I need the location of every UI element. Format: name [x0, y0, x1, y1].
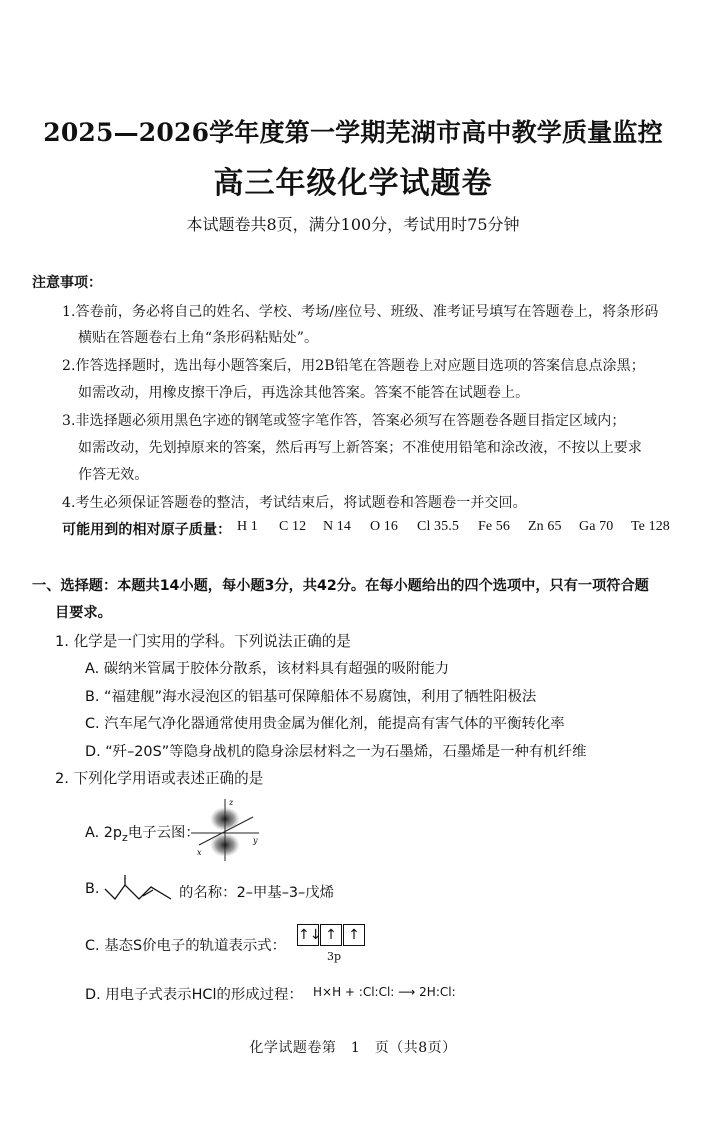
notice-line: 2.作答选择题时，选出每小题答案后，用2B铅笔在答题卷上对应题目选项的答案信息点涂黑； — [62, 358, 645, 374]
atomic-mass-value: O 16 — [370, 519, 399, 534]
notice-line: 作答无效。 — [78, 467, 149, 483]
atomic-mass-value: Te 128 — [631, 519, 670, 534]
atomic-mass-value: Ga 70 — [579, 519, 614, 534]
notice-line: 如需改动，用橡皮擦干净后，再选涂其他答案。答案不能答在试题卷上。 — [78, 385, 530, 401]
section-heading: 一、选择题：本题共14小题，每小题3分，共42分。在每小题给出的四个选项中，只有一项符合题 — [32, 578, 649, 594]
axis-label-y: y — [253, 836, 258, 845]
section-heading-cont: 目要求。 — [55, 605, 112, 621]
notice-line: 3.非选择题必须用黑色字迹的钢笔或签字笔作答，答案必须写在答题卷各题目指定区域内； — [62, 413, 626, 429]
atomic-mass-value: Cl 35.5 — [417, 519, 459, 534]
question-1-option-c: C. 汽车尾气净化器通常使用贵金属为催化剂，能提高有害气体的平衡转化率 — [85, 716, 565, 732]
question-1-option-d: D. “歼–20S”等隐身战机的隐身涂层材料之一为石墨烯，石墨烯是一种有机纤维 — [85, 744, 587, 760]
atomic-mass-row — [62, 519, 231, 539]
option-a-tail: 电子云图： — [127, 825, 200, 841]
notice-line: 如需改动，先划掉原来的答案，然后再写上新答案；不准使用铅笔和涂改液，不按以上要求 — [78, 440, 642, 456]
exam-title-line2: 高三年级化学试题卷 — [213, 166, 493, 201]
pz-electron-cloud-diagram — [185, 795, 265, 865]
notice-line: 1.答卷前，务必将自己的姓名、学校、考场/座位号、班级、准考证号填写在答题卷上，将条形码 — [62, 304, 659, 320]
question-1-stem: 1. 化学是一门实用的学科。下列说法正确的是 — [55, 633, 351, 650]
hcl-electron-formula: H×H + :Cl:Cl: ⟶ 2H:Cl: — [313, 985, 456, 999]
orbital-label: 3p — [327, 950, 342, 963]
question-2-stem: 2. 下列化学用语或表述正确的是 — [55, 770, 264, 787]
question-2-option-b-label: B. — [85, 881, 100, 897]
orbital-box-3: ↑ — [343, 924, 365, 946]
atomic-mass-value: H 1 — [237, 519, 258, 534]
axis-label-z: z — [229, 798, 234, 807]
page-footer: 化学试题卷第 1 页（共8页） — [249, 1040, 457, 1056]
option-a-subscript: z — [122, 830, 128, 844]
lower-lobe — [210, 833, 240, 857]
option-a-label: A. 2p — [85, 825, 123, 841]
atomic-mass-label: 可能用到的相对原子质量： — [62, 522, 232, 538]
carbon-chain — [105, 885, 171, 899]
atomic-mass-value: Fe 56 — [478, 519, 510, 534]
exam-title-line1: 2025—2026学年度第一学期芜湖市高中教学质量监控 — [43, 118, 663, 147]
question-1-option-a: A. 碳纳米管属于胶体分散系，该材料具有超强的吸附能力 — [85, 661, 450, 677]
question-2-option-c: C. 基态S价电子的轨道表示式： — [85, 938, 287, 954]
atomic-mass-value: C 12 — [279, 519, 307, 534]
atomic-mass-value: N 14 — [323, 519, 352, 534]
atomic-mass-value: Zn 65 — [528, 519, 562, 534]
upper-lobe — [210, 807, 240, 831]
notice-heading: 注意事项： — [32, 275, 102, 291]
question-2-option-b-tail: 的名称：2–甲基–3–戊烯 — [179, 885, 335, 901]
exam-subtitle: 本试题卷共8页，满分100分，考试用时75分钟 — [186, 215, 520, 234]
notice-line: 横贴在答题卷右上角“条形码粘贴处”。 — [78, 330, 319, 346]
axis-label-x: x — [197, 848, 202, 857]
question-1-option-b: B. “福建舰”海水浸泡区的铝基可保障船体不易腐蚀，利用了牺牲阳极法 — [85, 689, 537, 705]
orbital-box-2: ↑ — [320, 924, 342, 946]
orbital-box-1: ↑↓ — [297, 924, 319, 946]
notice-line: 4.考生必须保证答题卷的整洁，考试结束后，将试题卷和答题卷一并交回。 — [62, 495, 527, 511]
question-2-option-d: D. 用电子式表示HCl的形成过程： — [85, 987, 303, 1003]
question-2-option-a — [85, 821, 200, 844]
skeletal-formula — [103, 873, 177, 909]
